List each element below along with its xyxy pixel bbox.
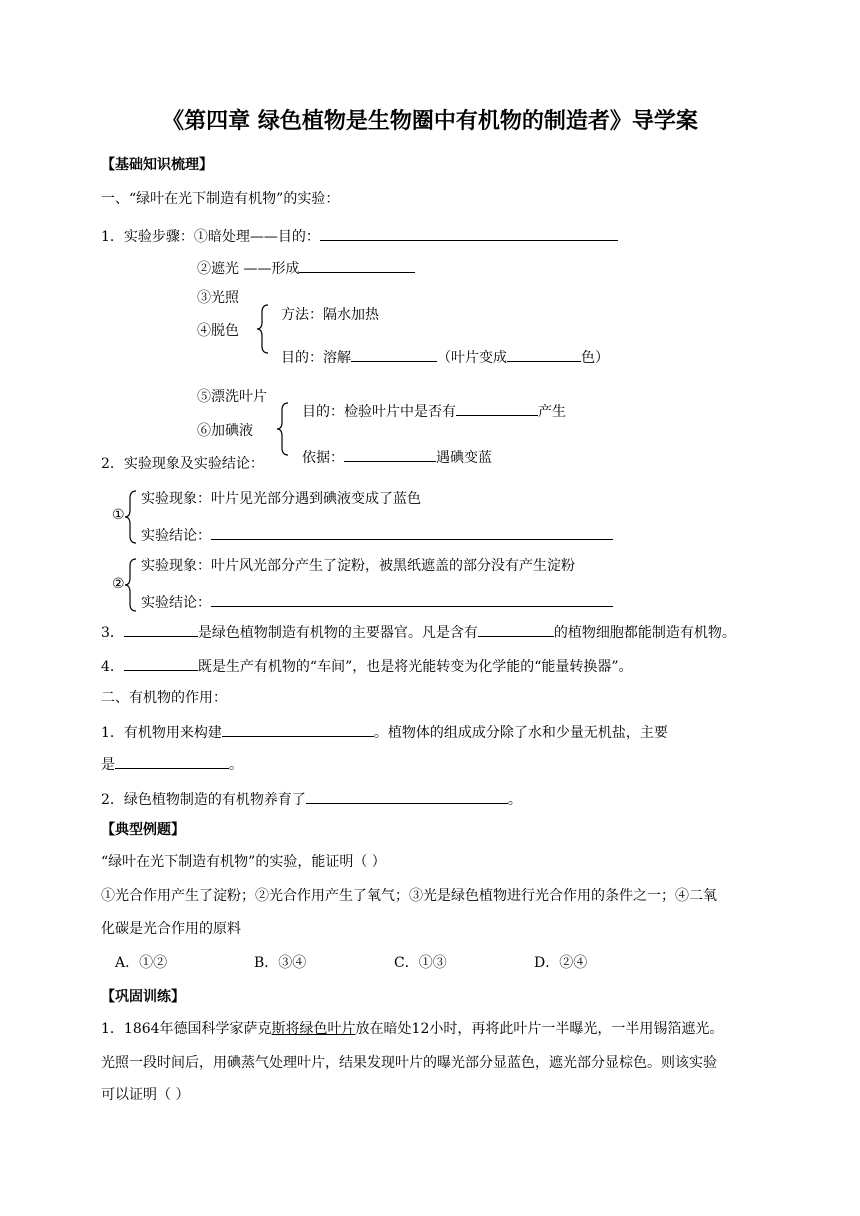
option-b: B．③④ [254,955,307,971]
blank-field [456,400,538,416]
group-two-conclusion [141,591,613,613]
question-four-a: 既是生产有机物的“车间”，也是将光能转变为化学能的“能量转换器”。 [197,659,633,675]
iodine-basis-b: 遇碘变蓝 [436,450,492,466]
brace-icon [124,558,138,612]
option-c: C．①③ [394,955,447,971]
iodine-purpose-a: 目的：检验叶片中是否有 [302,404,456,420]
group-one-phenomenon: 实验现象：叶片见光部分遇到碘液变成了蓝色 [141,491,421,507]
blank-field [478,621,554,637]
section-heading-basics: 【基础知识梳理】 [101,157,213,173]
blank-field [507,346,581,362]
step-dark-label: 1．实验步骤：①暗处理——目的： [101,229,320,245]
iodine-purpose-b: 产生 [538,404,566,420]
option-d: D．②④ [534,955,588,971]
blank-field [222,721,374,737]
iodine-basis [302,446,492,468]
results-heading: 2．实验现象及实验结论： [101,456,264,472]
part-two-q1-d: 。 [229,757,243,773]
part-two-q2-b: 。 [507,792,522,808]
step-add-iodine: ⑥加碘液 [197,423,253,439]
decolor-purpose-c: 色） [581,350,609,366]
blank-field [306,788,508,804]
decolor-purpose-b: （叶片变成 [437,350,507,366]
blank-field [115,753,229,769]
part-two-q2-a: 2．绿色植物制造的有机物养育了 [101,792,306,808]
section-heading-training: 【巩固训练】 [101,989,185,1005]
part-two-q1-a: 1．有机物用来构建 [101,725,222,741]
part-two-q1-c: 是 [101,757,115,773]
example-stem: “绿叶在光下制造有机物”的实验，能证明（ ） [101,854,386,870]
part-two-q1-line2 [101,753,243,775]
group-one-conclusion-label: 实验结论： [141,528,211,544]
training-line1-underlined: 斯将绿色叶片 [271,1021,356,1037]
group-one-marker: ① [112,507,125,523]
step-decolor: ④脱色 [197,323,239,339]
group-two-marker: ② [112,576,125,592]
step-shading-label: ②遮光 ——形成 [197,261,300,277]
training-line1-c: 放在暗处12小时，再将此叶片一半曝光，一半用锡箔遮光。 [355,1021,724,1037]
blank-field [124,655,198,671]
step-illumination: ③光照 [197,290,239,306]
blank-field [211,524,613,540]
blank-field [124,621,198,637]
group-one-conclusion [141,524,613,546]
brace-icon [124,490,138,544]
brace-icon [255,304,271,354]
part-two-q2 [101,788,522,810]
question-three-num: 3． [101,625,124,641]
decolor-purpose-a: 目的：溶解 [281,350,351,366]
blank-field [299,257,415,273]
example-statements-line1: ①光合作用产生了淀粉；②光合作用产生了氧气；③光是绿色植物进行光合作用的条件之一；④二氧 [101,888,717,904]
part-one-heading: 一、“绿叶在光下制造有机物”的实验： [101,191,340,207]
question-three [101,621,736,643]
training-line1-a: 1．1864年德国科学家萨克 [101,1021,272,1037]
brace-icon [275,402,291,456]
page-title: 《第四章 绿色植物是生物圈中有机物的制造者》导学案 [162,109,698,134]
decolor-purpose [281,346,609,368]
option-a: A．①② [115,955,168,971]
group-two-conclusion-label: 实验结论： [141,595,211,611]
question-three-b: 的植物细胞都能制造有机物。 [553,625,736,641]
blank-field [211,591,613,607]
iodine-basis-a: 依据： [302,450,344,466]
part-two-q1-b: 。植物体的组成成分除了水和少量无机盐，主要 [373,725,668,741]
example-statements-line2: 化碳是光合作用的原料 [101,921,241,937]
blank-field [344,446,436,462]
blank-field [351,346,437,362]
iodine-purpose [302,400,566,422]
step-rinse-leaf: ⑤漂洗叶片 [197,389,267,405]
part-two-q1-line1 [101,721,668,743]
blank-field [320,225,618,241]
training-line2: 光照一段时间后，用碘蒸气处理叶片，结果发现叶片的曝光部分显蓝色，遮光部分显棕色。则该实验 [101,1055,717,1071]
question-four [101,655,633,677]
section-heading-examples: 【典型例题】 [101,822,185,838]
question-three-a: 是绿色植物制造有机物的主要器官。凡是含有 [197,625,478,641]
group-two-phenomenon: 实验现象：叶片风光部分产生了淀粉，被黑纸遮盖的部分没有产生淀粉 [141,558,575,574]
question-four-num: 4． [101,659,124,675]
decolor-method: 方法：隔水加热 [281,307,379,323]
step-shading [197,257,415,279]
training-line3: 可以证明（ ） [101,1087,190,1103]
training-line1 [101,1019,723,1039]
step-dark-treatment [101,225,618,247]
part-two-heading: 二、有机物的作用： [101,690,227,706]
